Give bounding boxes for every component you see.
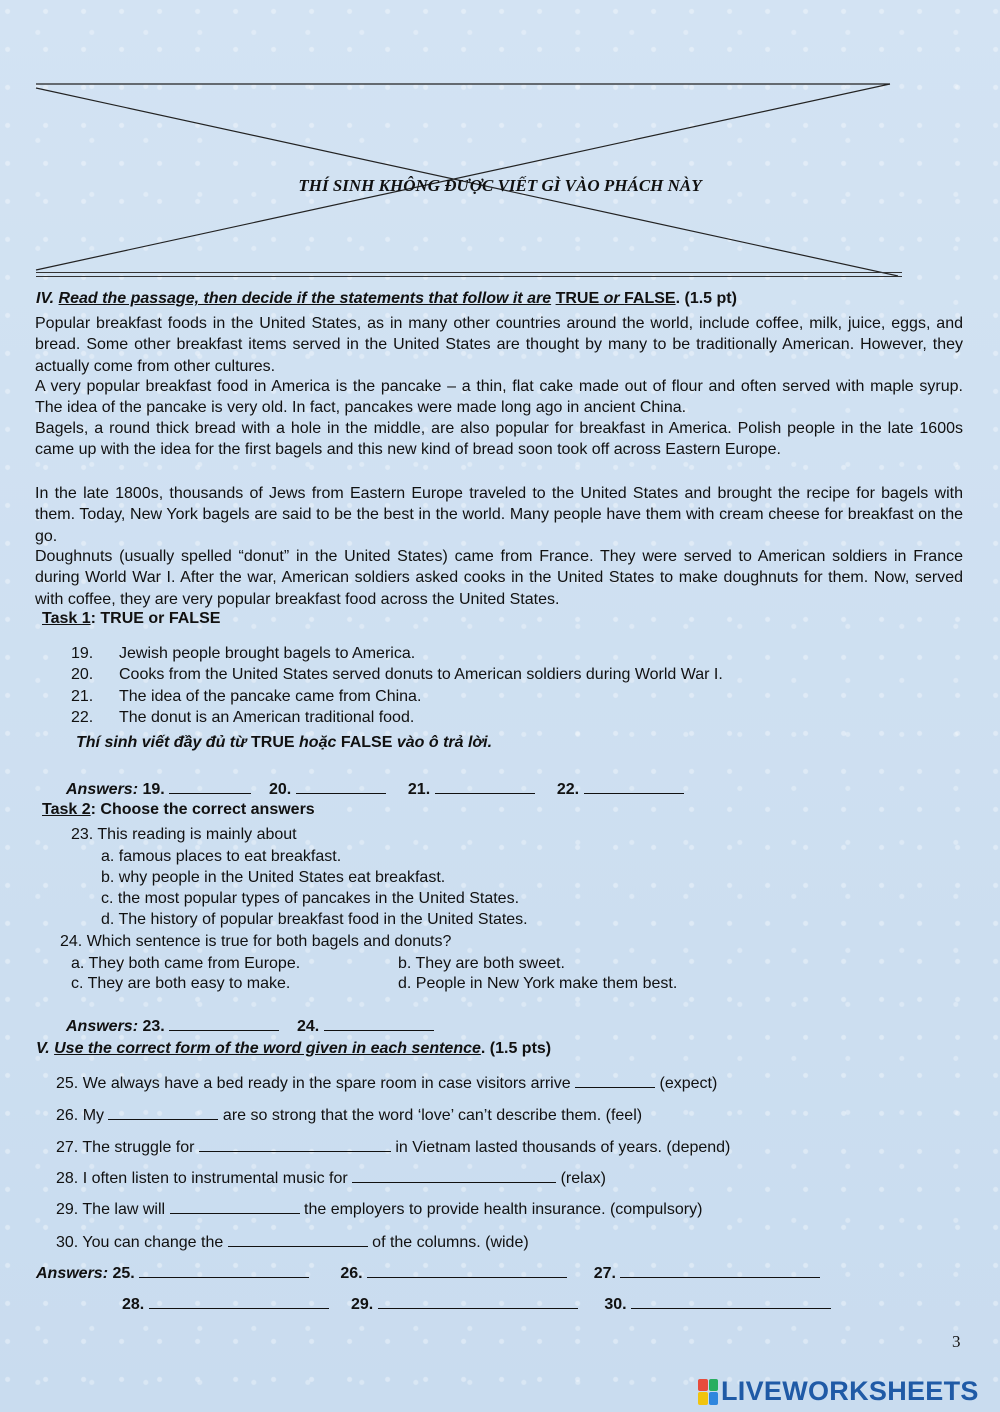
liveworksheets-logo-text: LIVEWORKSHEETS xyxy=(721,1376,979,1406)
option-24d: d. People in New York make them best. xyxy=(398,975,678,992)
answer-blank-22[interactable] xyxy=(584,779,684,794)
word-form-blank-29[interactable] xyxy=(170,1199,300,1214)
answer-blank-25[interactable] xyxy=(139,1263,309,1278)
liveworksheets-logo xyxy=(698,1376,979,1407)
option-23c: c. the most popular types of pancakes in the United States. xyxy=(101,890,520,907)
passage-paragraph-5: Doughnuts (usually spelled “donut” in the United States) came from France. They were served to American soldiers in France during World War I. After the war, American soldiers asked cooks in the United States to make doughnuts for them. Now, served with coffee, they are very popular breakfast food across the United States. xyxy=(35,548,963,608)
task-2-title: : Choose the correct answers xyxy=(90,801,315,818)
answer-blank-29[interactable] xyxy=(378,1294,578,1309)
word-form-blank-30[interactable] xyxy=(228,1232,368,1247)
passage-paragraph-2: A very popular breakfast food in America is the pancake – a thin, flat cake made out of flour and often served with maple syrup. The idea of the pancake is very old. In fact, pancakes were made long ago in ancient China. xyxy=(35,378,963,417)
answer-blank-26[interactable] xyxy=(367,1263,567,1278)
answer-blank-23[interactable] xyxy=(169,1016,279,1031)
page-number: 3 xyxy=(952,1332,961,1351)
task-2-heading xyxy=(42,801,315,819)
double-separator xyxy=(36,272,902,277)
task-2-answers: Answers: 23. 24. xyxy=(66,1016,434,1036)
section-5-instruction: Use the correct form of the word given in each sentence xyxy=(54,1040,481,1057)
word-form-blank-27[interactable] xyxy=(199,1137,391,1152)
answer-blank-30[interactable] xyxy=(631,1294,831,1309)
section-4-instruction: Read the passage, then decide if the statements that follow it are xyxy=(58,290,552,307)
section-4-heading xyxy=(36,290,737,308)
answer-instruction-note: Thí sinh viết đầy đủ từ TRUE hoặc FALSE vào ô trả lời. xyxy=(76,734,493,751)
word-form-28: 28. I often listen to instrumental music for (relax) xyxy=(56,1170,606,1187)
no-writing-note: THÍ SINH KHÔNG ĐƯỢC VIẾT GÌ VÀO PHÁCH NÀY xyxy=(298,176,702,195)
word-form-27: 27. The struggle for in Vietnam lasted thousands of years. (depend) xyxy=(56,1139,731,1156)
section-5-heading: V. Use the correct form of the word given in each sentence. (1.5 pts) xyxy=(36,1040,552,1057)
question-24: 24. Which sentence is true for both bagels and donuts? xyxy=(60,933,452,950)
answer-blank-27[interactable] xyxy=(620,1263,820,1278)
task-1-answers: Answers: 19. 20. 21. 22. xyxy=(66,779,684,799)
statement-19: 19. Jewish people brought bagels to America. xyxy=(71,645,416,662)
task-2-label: Task 2 xyxy=(42,801,91,818)
question-23: 23. This reading is mainly about xyxy=(71,826,297,843)
statement-22: 22. The donut is an American traditional food. xyxy=(71,709,415,726)
word-form-25: 25. We always have a bed ready in the spare room in case visitors arrive (expect) xyxy=(56,1075,718,1092)
answer-blank-20[interactable] xyxy=(296,779,386,794)
word-form-29: 29. The law will the employers to provide health insurance. (compulsory) xyxy=(56,1201,703,1218)
section-4-roman: IV. xyxy=(36,290,55,307)
option-24b: b. They are both sweet. xyxy=(398,955,565,972)
answer-blank-28[interactable] xyxy=(149,1294,329,1309)
cross-out-lines xyxy=(0,0,1000,300)
section-4-false: FALSE xyxy=(624,290,676,307)
answer-blank-21[interactable] xyxy=(435,779,535,794)
statement-21: 21. The idea of the pancake came from China. xyxy=(71,688,422,705)
section-4-true: TRUE xyxy=(555,290,600,307)
option-24c: c. They are both easy to make. xyxy=(71,975,291,992)
section-4-points: . (1.5 pt) xyxy=(675,290,737,307)
passage-paragraph-4: In the late 1800s, thousands of Jews from Eastern Europe traveled to the United States and brought the recipe for bagels with them. Today, New York bagels are said to be the best in the world. Many people have them with cream cheese for breakfast on the go. xyxy=(35,485,963,545)
word-form-blank-25[interactable] xyxy=(575,1073,655,1088)
answer-blank-24[interactable] xyxy=(324,1016,434,1031)
task-1-label: Task 1 xyxy=(42,610,91,627)
section-5-answers-row-2: 28. 29. 30. xyxy=(122,1294,831,1314)
passage-paragraph-3: Bagels, a round thick bread with a hole in the middle, are also popular for breakfast in America. Polish people in the late 1600s came up with the idea for the first bagels and this new kind of bread soon took off across Eastern Europe. xyxy=(35,420,963,459)
liveworksheets-logo-icon xyxy=(698,1379,718,1405)
passage-paragraph-1: Popular breakfast foods in the United States, as in many other countries around the world, include coffee, milk, juice, eggs, and bread. Some other breakfast items served in the United States are thought by many to be traditionally American. However, they actually come from other cultures. xyxy=(35,315,963,375)
word-form-26: 26. My are so strong that the word ‘love’ can’t describe them. (feel) xyxy=(56,1107,643,1124)
word-form-blank-28[interactable] xyxy=(352,1168,556,1183)
section-5-answers-row-1: Answers: 25. 26. 27. xyxy=(36,1263,820,1283)
answer-blank-19[interactable] xyxy=(169,779,251,794)
option-23a: a. famous places to eat breakfast. xyxy=(101,848,342,865)
option-23b: b. why people in the United States eat breakfast. xyxy=(101,869,446,886)
option-24a: a. They both came from Europe. xyxy=(71,955,301,972)
option-23d: d. The history of popular breakfast food in the United States. xyxy=(101,911,528,928)
task-1-heading xyxy=(42,610,220,628)
word-form-blank-26[interactable] xyxy=(108,1105,218,1120)
task-1-title: : TRUE or FALSE xyxy=(90,610,221,627)
section-4-or: or xyxy=(603,290,620,307)
statement-20: 20. Cooks from the United States served donuts to American soldiers during World War I. xyxy=(71,666,723,683)
word-form-30: 30. You can change the of the columns. (wide) xyxy=(56,1234,529,1251)
